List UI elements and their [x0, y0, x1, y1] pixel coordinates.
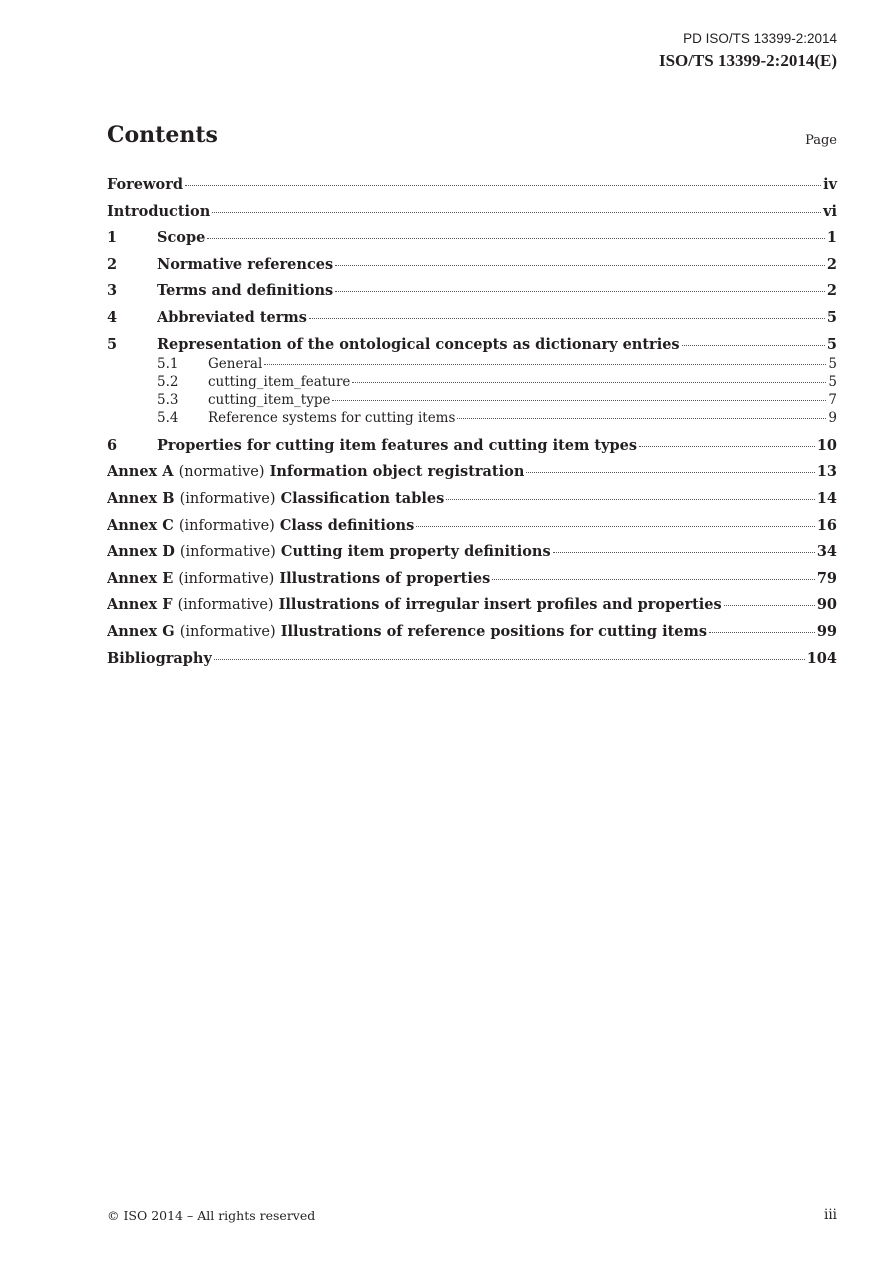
toc-entry-number: 5.2: [157, 373, 179, 390]
toc-entry-title: Normative references: [157, 255, 334, 273]
annex-kind: (informative): [178, 570, 275, 587]
annex-label: Annex F: [107, 596, 173, 614]
toc-entry-annex-b[interactable]: [107, 489, 837, 516]
toc-entry-representation[interactable]: [107, 335, 837, 355]
toc-entry-annex-d[interactable]: [107, 542, 837, 569]
toc-entry-page: 7: [828, 392, 837, 409]
toc-entry-page: 5: [828, 373, 837, 390]
annex-label: Annex D: [107, 543, 175, 561]
toc-entry-page: 14: [816, 489, 837, 507]
annex-title: Illustrations of reference positions for cutting items: [280, 622, 708, 640]
toc-entry-title: [107, 622, 707, 642]
toc-entry-title: cutting_item_feature: [208, 373, 351, 390]
annex-label: Annex G: [107, 622, 175, 640]
toc-entry-title: [107, 569, 490, 589]
dot-leader: [709, 632, 815, 633]
annex-kind: (informative): [177, 597, 274, 614]
dot-leader: [492, 579, 815, 580]
toc-entry-annex-f[interactable]: [107, 595, 837, 622]
dot-leader: [212, 212, 821, 213]
dot-leader: [682, 345, 825, 346]
toc-entry-page: vi: [823, 202, 837, 220]
toc-entry-properties[interactable]: [107, 436, 837, 463]
contents-title: Contents: [107, 122, 218, 148]
dot-leader: [446, 499, 815, 500]
toc-entry-title: General: [208, 355, 263, 372]
toc-entry-annex-a[interactable]: [107, 462, 837, 489]
toc-entry-title: Introduction: [107, 202, 211, 220]
toc-entry-page: 5: [826, 335, 837, 353]
dot-leader: [724, 605, 815, 606]
annex-kind: (informative): [179, 623, 276, 640]
annex-title: Classification tables: [280, 489, 445, 507]
toc-entry-title: Bibliography: [107, 649, 212, 667]
toc-entry-annex-g[interactable]: [107, 622, 837, 649]
toc-entry-terms-and-definitions[interactable]: [107, 281, 837, 308]
toc-entry-title: Properties for cutting item features and cutting item types: [157, 436, 638, 454]
toc-entry-title: [107, 595, 722, 615]
toc-entry-page: 16: [816, 516, 837, 534]
toc-entry-number: 4: [107, 308, 118, 326]
toc-entry-annex-e[interactable]: [107, 569, 837, 596]
toc-entry-number: 3: [107, 282, 118, 300]
annex-label: Annex E: [107, 569, 174, 587]
header-doc-id: ISO/TS 13399-2:2014(E): [658, 51, 837, 70]
toc-entry-scope[interactable]: [107, 228, 837, 255]
toc-entry-number: 5.3: [157, 392, 179, 409]
toc-entry-number: 6: [107, 436, 118, 454]
dot-leader: [185, 185, 821, 186]
toc-entry-number: 5: [107, 335, 118, 353]
toc-entry-title: [107, 489, 444, 509]
toc-entry-title: Scope: [157, 229, 206, 247]
annex-kind: (informative): [179, 544, 276, 561]
toc-entry-page: 13: [816, 463, 837, 481]
annex-label: Annex C: [107, 516, 174, 534]
toc-subentry-general[interactable]: [107, 355, 837, 373]
footer-copyright: © ISO 2014 – All rights reserved: [107, 1208, 316, 1223]
toc-entry-title: Abbreviated terms: [157, 308, 307, 326]
header-doc-ref: PD ISO/TS 13399-2:2014: [683, 31, 837, 46]
toc-entry-bibliography[interactable]: [107, 649, 837, 676]
toc-entry-title: cutting_item_type: [208, 392, 331, 409]
toc-entry-number: 2: [107, 255, 118, 273]
toc-entry-foreword[interactable]: [107, 175, 837, 202]
annex-kind: (informative): [178, 517, 275, 534]
dot-leader: [264, 364, 826, 365]
annex-title: Illustrations of irregular insert profiles and properties: [278, 596, 722, 614]
annex-title: Cutting item property definitions: [280, 543, 551, 561]
dot-leader: [207, 238, 825, 239]
table-of-contents: [107, 175, 837, 675]
toc-subentry-reference-systems[interactable]: [107, 409, 837, 427]
dot-leader: [214, 659, 805, 660]
toc-entry-annex-c[interactable]: [107, 516, 837, 543]
dot-leader: [332, 400, 826, 401]
annex-kind: (informative): [179, 490, 276, 507]
toc-entry-page: 90: [816, 596, 837, 614]
annex-title: Information object registration: [269, 463, 525, 481]
toc-entry-number: 5.4: [157, 410, 179, 427]
dot-leader: [352, 382, 826, 383]
toc-entry-page: 10: [816, 436, 837, 454]
toc-entry-title: Reference systems for cutting items: [208, 410, 456, 427]
toc-entry-page: 104: [806, 649, 837, 667]
annex-kind: (normative): [178, 464, 265, 481]
annex-label: Annex B: [107, 489, 175, 507]
toc-entry-number: 1: [107, 229, 118, 247]
toc-entry-title: [107, 516, 414, 536]
dot-leader: [416, 526, 815, 527]
toc-entry-normative-references[interactable]: [107, 255, 837, 282]
toc-entry-abbreviated-terms[interactable]: [107, 308, 837, 335]
toc-entry-title: Foreword: [107, 176, 183, 193]
toc-entry-page: iv: [823, 176, 837, 193]
toc-entry-page: 9: [828, 410, 837, 427]
toc-entry-page: 5: [828, 355, 837, 372]
annex-label: Annex A: [107, 463, 174, 481]
toc-entry-title: [107, 542, 551, 562]
dot-leader: [335, 291, 825, 292]
toc-entry-page: 2: [826, 282, 837, 300]
dot-leader: [553, 552, 815, 553]
toc-subentry-cutting-item-type[interactable]: [107, 391, 837, 409]
toc-entry-title: [107, 462, 524, 482]
toc-entry-page: 5: [826, 308, 837, 326]
footer-page-number: iii: [824, 1207, 837, 1223]
toc-entry-page: 34: [816, 543, 837, 561]
dot-leader: [457, 418, 826, 419]
dot-leader: [335, 265, 825, 266]
toc-entry-introduction[interactable]: [107, 202, 837, 229]
dot-leader: [639, 446, 815, 447]
toc-subentry-cutting-item-feature[interactable]: [107, 373, 837, 391]
dot-leader: [526, 472, 814, 473]
annex-title: Class definitions: [279, 516, 415, 534]
dot-leader: [309, 318, 825, 319]
toc-entry-page: 99: [816, 622, 837, 640]
toc-entry-page: 1: [826, 229, 837, 247]
toc-entry-title: Representation of the ontological concepts as dictionary entries: [157, 335, 680, 353]
page-column-label: Page: [805, 133, 837, 148]
toc-entry-number: 5.1: [157, 355, 179, 372]
annex-title: Illustrations of properties: [279, 569, 491, 587]
toc-entry-title: Terms and definitions: [157, 282, 334, 300]
toc-entry-page: 2: [826, 255, 837, 273]
toc-entry-page: 79: [816, 569, 837, 587]
